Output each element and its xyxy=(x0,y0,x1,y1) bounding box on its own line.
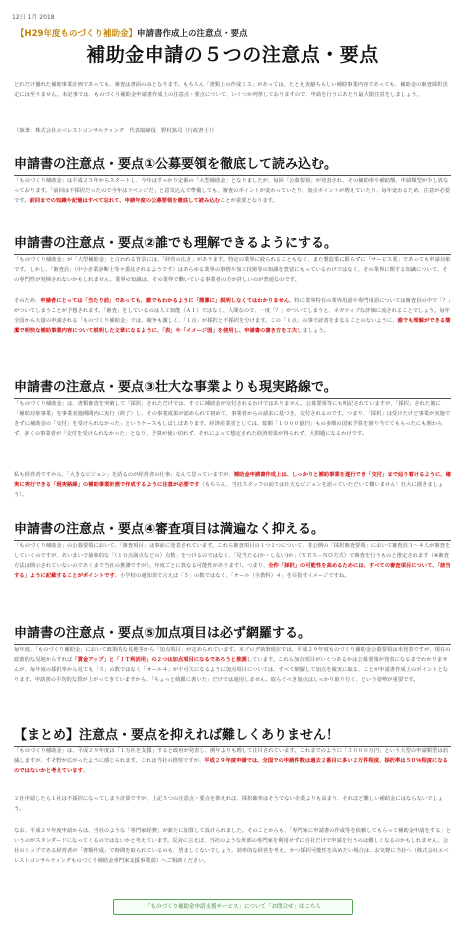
section-1-heading: 申請書の注意点・要点①公募要領を徹底して読み込む。 xyxy=(14,153,451,176)
intro-paragraph: どれだけ優れた補助事業計画であっても、審査は書面のみとなります。もちろん「書類上の作成ミス」があっては、たとえ実績ちらしい補助事業内容であっても、補助金の審査採択決定には至りません。本記事では、ものづくり補助金申請書作成上の注意点・要点について、いくつか列挙しておりますので、申請を行うにあたり最大限注意をしましょう。 xyxy=(14,82,448,98)
section-5-text-b: しています。これら加点項目がいくつあるかは公募要領が発表になるまでわかりませんが、毎年度の採択率から見ても「５」の数ではなく「オール４」が不可欠になるように加点項目については、すべて網羅して加点を確実に取る、ことが申請書作成上のポイントとなります。申請書の平均的な質が上がってきていますから、「ちょっと綺麗に書いた」だけでは通用しません。取らぐべき加点はしっかり取り行く、という姿勢が重要です。 xyxy=(14,657,449,683)
section-4-heading: 申請書の注意点・要点④審査項目は満遍なく抑える。 xyxy=(14,518,451,541)
section-4-paragraph xyxy=(14,541,451,581)
section-2-highlight-1: 申請者にとっては「当たり前」であっても、誰でもわかるように「簡潔に」説明しなくてはわかりません xyxy=(40,298,290,304)
summary-highlight: 平成２９年度申請では、全国での申請件数は過去２番目に多い２万件程度、採択率は５０％程度になるのではないかと考えています xyxy=(14,758,448,774)
section-3-paragraph-1: 「ものづくり補助金」は、書類審査を突破して「採択」されただけでは、すぐに補助金が交付されるわけではありません。公募要領等にも明記されていますが、「採択」された後に「補助対象事業」を事業実施期間内に実行（終了）し、その事業成果が認められて初めて、事業者からの請求に基づき、交付されるのです。つまり、「採択」は受けたけど事業が実施できずに補助金の「交付」を受けられなかった」というケースもしばしばあります。経済産業省としては、総額「１０００億円」もの多額の国家予算を割り当ててもらったにも関わらず、多くの事業者が「交付を受けられなかった」となり、予算が使い切れず、それによって想定された経済効果が得られず、大問題になるわけです。 xyxy=(14,401,451,437)
section-4-text-b: 。小学校の通知表で言えば「５」の数ではなく、「オール（全教科）４」を目指すイメージですね。 xyxy=(114,573,350,579)
section-5-heading: 申請書の注意点・要点⑤加点項目は必ず網羅する。 xyxy=(14,622,451,645)
summary-text-b: 。 xyxy=(82,768,89,774)
summary-paragraph-3: なお、平成２９年度申請からは、当社のような「専門家経費」が新たに加算して設けられました。そのことからも、「専門家に申請書の作成等を依頼してもらって補助金申請をする」というのがスタンダードになってくるのではないかと考えています。反対に言えば、当社のような外部の専門家を利用せずに自社だけで申請を行うのは難しくなるのかもしれません。会社のトップである経営者が「書類作成」で時間を取られているのも、望ましくないでしょう。効率的な経営を考え、かつ採択可能性を高めたい場合は、お気軽に当社へ（株式会社エベレストコンサルティングものづくり補助金専門家支援事業部）へご相談ください。 xyxy=(14,828,451,864)
summary-paragraph-2: ２社申請したら１社は不採択になってしまう計算ですが、上記５つの注意点・要点を抑えれば、採択確率はそうでない企業よりも高まり、それほど難しい補助金にはならないでしょう。 xyxy=(14,796,444,812)
section-2-paragraph-1: 「ものづくり補助金」が「大型補助金」と言われる背景には、「経営の広さ」があります。特定の業界に絞られることもなく、また製造業に限らずに「サービス業」であっても申請対象です。しかし、「審査員」（中小企業診断士等々委託されるようです）はあらゆる業界の事情や加工技術等の知識を豊富にもっているわけではなく、その業界に関する知識について、その専門性が発揮されないかもしれません。業界の知識は、その業界で働いている事業者の方が詳しいのが普通なのです。 xyxy=(14,257,451,283)
summary-paragraph-1 xyxy=(14,746,451,776)
article-kicker xyxy=(16,27,247,39)
section-3-paragraph-2 xyxy=(14,470,451,500)
section-1-highlight: 前回までの知識や記憶はすべて忘れて、申請年度の公募要領を徹底して読み込む xyxy=(29,198,220,204)
section-3-heading: 申請書の注意点・要点③壮大な事業よりも現実路線で。 xyxy=(14,376,451,399)
summary-text-a: 「ものづくり補助金」は、平成２９年度は「１万社を支援」すると政府が発表し、例年よりも増して注目されています。これまでのように「３０００万円」という大型の申請類型は消滅しますが、すそ野が広がったように感じられます。これは当社の推察ですが、 xyxy=(14,748,448,764)
section-2-heading: 申請書の注意点・要点②誰でも理解できるようにする。 xyxy=(14,232,451,255)
kicker-tag: 【H29年度ものづくり補助金】 xyxy=(16,29,137,39)
page-title: 補助金申請の５つの注意点・要点 xyxy=(86,44,379,66)
section-3-text-a: 私も経営者ですから、「大きなビジョン」を語るのが経営者の仕事」なんて思っていますが、 xyxy=(14,472,234,478)
section-3-text-b: （もちろん、当社スタッフの前では壮大なビジョンを語っていただいて構いません！壮大に描きましょう）。 xyxy=(14,482,444,498)
section-3-highlight: 補助金申請書作成上は、しっかりと補助事業を遂行でき「交付」まで辿り着けるように、確実に実行できる「現実路線」の補助事業計画で作成するように注意が必要です xyxy=(14,472,451,488)
section-2-text-a: そのため、 xyxy=(14,298,41,304)
section-2-paragraph-2 xyxy=(14,296,451,336)
section-2-text-c: しましょう。 xyxy=(297,328,329,334)
section-5-paragraph xyxy=(14,645,451,685)
section-5-highlight: 「賃金アップ」と「ＩＴ利活用」の２つは加点項目になるであろうと推測 xyxy=(72,657,247,663)
post-date: 12日 1月 2018 xyxy=(12,14,55,21)
section-1-text-b: ことが重要となります。 xyxy=(219,198,278,204)
section-2-highlight-2: 誰でも理解ができる簡潔で明快な補助事業内容について説明した文章になるように、「表」や「イメージ図」を使用し、申請書の書き方を工夫 xyxy=(14,318,451,334)
section-1-paragraph xyxy=(14,176,451,206)
kicker-text: 申請書作成上の注意点・要点 xyxy=(136,29,248,39)
summary-heading: 【まとめ】注意点・要点を抑えれば難しくありません！ xyxy=(14,724,451,747)
section-1-text-a: 「ものづくり補助金」は平成２５年からスタートし、今年はすっかり定番の「大型補助金」となりましたが、毎回「公募要領」が発表され、その補助率や補助額、申請類型が少し異なっております。「前回は不採択だったので今年はリベンジだ」と意気込んで準備しても、審査のポイントが変わっていたり、加点ポイントが増えていたり、毎年変わるため、注意が必要です。 xyxy=(14,178,451,204)
section-2-text-b: 。特に業界特有の業界用語や専門用語については審査員の中で「？」がついてしまうことが予想されます。「審査」をしているのは人工知能（ＡＩ）ではなく、人間なので、一度「？」がついてしまうと、ネガティブな評価に流されることでしょう。毎年全国から大量の申請される「ものづくり補助金」では、競争も激しく、「１点」が採択と不採択を分けます。この「１点」の事で読者をまなることのないように、 xyxy=(14,298,451,324)
section-5-text-a: 毎年度、「ものづくり補助金」において政策的な見地等から「加点項目」が定められています。本ブログ執筆現在では、平成２９年度ものづくり補助金公募要領は未発表ですが、現在の政策的な見地からすれば xyxy=(14,647,451,663)
section-4-text-a: 「ものづくり補助金」の公募要領において、「審査項目」は事前に発表されています。これら審査項目の１つ１つについて、非公開の「採択審査要領」において審査員３〜４人が審査をしていくのですが、あいまいで抽象的な「（１０点満点などの）点数」をつけるのではなく、「見当たる(か・しない)か」（ＹＥＳ－ＮＯ方式）で審査を行うものと推定されます（※審査方法は開示されていないのであくまで当社の推測ですが）。年度ごとに異なる可能性があります）。つまり、 xyxy=(14,543,451,569)
contact-cta-button[interactable]: 「ものづくり補助金申請支援サービス」について「お問合せ」はこちら xyxy=(113,899,353,915)
section-4-highlight: 全件「採択」の可能性を高めるためには、すべての審査項目について、「該当する」ように記載することがポイントです xyxy=(14,563,451,579)
author-credit: （執筆：株式会社エベレストコンサルティング 代表取締役 野村篤司（行政書士）） xyxy=(14,128,217,134)
